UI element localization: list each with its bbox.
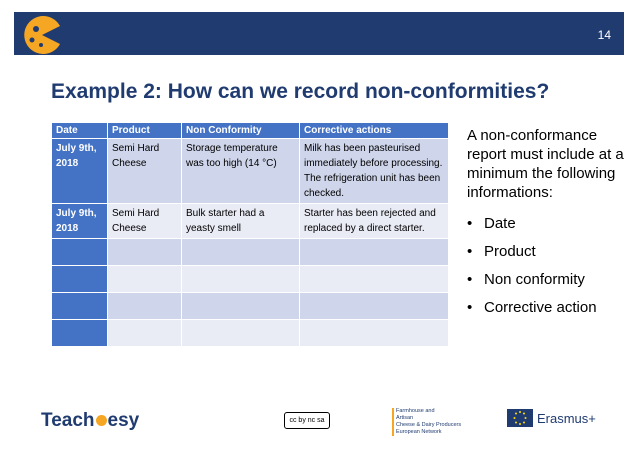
cheese-dot-icon (96, 415, 107, 426)
side-text (467, 126, 627, 326)
eu-flag-icon (507, 409, 533, 427)
table-row (52, 204, 449, 239)
list-item: • Non conformity (467, 270, 627, 289)
cheese-logo-icon (22, 16, 62, 54)
action-text: Milk has been pasteurised immediately before processing. (304, 143, 443, 169)
nonconformity-cell: Bulk starter had a yeasty smell (182, 204, 300, 239)
farmhouse-network-logo: Farmhouse and Artisan Cheese & Dairy Producers European Network (392, 408, 461, 436)
action-text: Starter has been rejected and replaced by a direct starter. (304, 208, 436, 234)
erasmus-logo: Erasmus+ (537, 411, 596, 426)
slide-number: 14 (597, 28, 611, 42)
column-header-product: Product (108, 123, 182, 139)
action-cell (300, 204, 449, 239)
product-cell: Semi Hard Cheese (108, 204, 182, 239)
column-header-date: Date (52, 123, 108, 139)
empty-row (52, 320, 449, 347)
cc-license-badge: cc by nc sa (284, 412, 330, 429)
list-item: • Corrective action (467, 298, 627, 317)
empty-row (52, 239, 449, 266)
teachcheesy-logo: Teach esy (41, 410, 140, 431)
column-header-nonconformity: Non Conformity (182, 123, 300, 139)
nonconformity-table (51, 122, 449, 347)
date-cell: July 9th, 2018 (52, 139, 108, 204)
requirements-list (467, 214, 627, 317)
action-text: The refrigeration unit has been checked. (304, 173, 441, 199)
table-row (52, 139, 449, 204)
list-item: • Date (467, 214, 627, 233)
product-cell: Semi Hard Cheese (108, 139, 182, 204)
date-cell: July 9th, 2018 (52, 204, 108, 239)
empty-row (52, 293, 449, 320)
action-cell (300, 139, 449, 204)
header-banner (14, 12, 624, 55)
nonconformity-cell: Storage temperature was too high (14 °C) (182, 139, 300, 204)
side-intro: A non-conformance report must include at a minimum the following informations: (467, 127, 624, 201)
table-header-row (52, 123, 449, 139)
list-item: • Product (467, 242, 627, 261)
empty-row (52, 266, 449, 293)
slide-title: Example 2: How can we record non-conformities? (51, 80, 550, 103)
column-header-actions: Corrective actions (300, 123, 449, 139)
